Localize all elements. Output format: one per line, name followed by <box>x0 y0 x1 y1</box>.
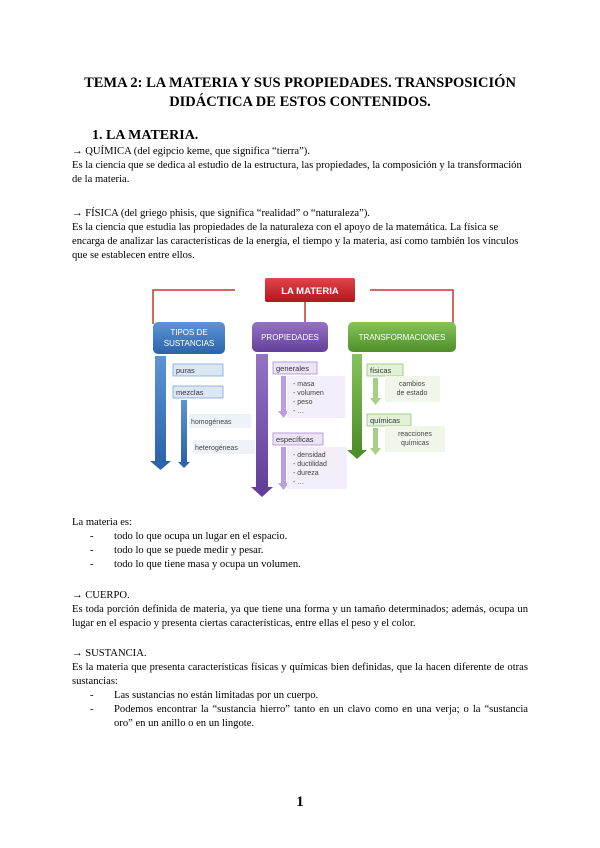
col2-g2-arrow <box>281 447 286 483</box>
page-title <box>60 74 540 112</box>
col1-title-line1: TIPOS DE <box>170 328 208 337</box>
cuerpo-paragraph <box>72 589 528 631</box>
col1-sub-homogeneas: homogéneas <box>191 419 232 426</box>
col2-g1-item-1: - masa <box>293 381 315 388</box>
col3-t1-bg <box>385 376 440 402</box>
quimica-body: Es la ciencia que se dedica al estudio de la estructura, las propiedades, la composición y la transformación de la materia. <box>72 160 522 185</box>
col3-t2-arrow <box>373 428 378 448</box>
list-item: - todo lo que tiene masa y ocupa un volumen. <box>90 559 301 570</box>
title-line-2: DIDÁCTICA DE ESTOS CONTENIDOS. <box>169 94 431 110</box>
col2-arrow-head <box>251 487 273 497</box>
col3-t2-arrow-head <box>370 448 381 455</box>
page-number: 1 <box>296 794 304 810</box>
col2-g2-item-2: - ductilidad <box>293 461 327 468</box>
col1-sub-heterogeneas: heterogéneas <box>195 445 238 452</box>
sustancia-body: Es la materia que presenta características físicas y químicas bien definidas, que la hacen diferente de otras sustancias: <box>72 662 528 687</box>
col2-g1-item-4: - … <box>293 408 305 415</box>
col2-g1-item-2: - volumen <box>293 390 324 397</box>
col2-title: PROPIEDADES <box>261 333 319 342</box>
col3-t2-label: químicas <box>370 416 401 425</box>
cuerpo-heading: → CUERPO. <box>72 590 130 601</box>
list-item: - Podemos encontrar la “sustancia hierro” tanto en un clavo como en una verja; o la “sustancia oro” en un anillo o en un lingote. <box>90 704 528 729</box>
col2-arrow-shaft <box>256 354 268 487</box>
title-line-1: TEMA 2: LA MATERIA Y SUS PROPIEDADES. TRANSPOSICIÓN <box>84 75 516 91</box>
col3-arrow-shaft <box>352 354 362 450</box>
col3-t1-arrow-head <box>370 398 381 405</box>
quimica-heading: → QUÍMICA (del egipcio keme, que significa “tierra”). <box>72 146 310 157</box>
root-label: LA MATERIA <box>281 286 339 297</box>
col3-t1-label: físicas <box>370 366 392 375</box>
col1-header <box>153 322 225 354</box>
fisica-heading: → FÍSICA (del griego phisis, que significa “realidad” o “naturaleza”). <box>72 208 370 219</box>
list-item: - todo lo que se puede medir y pesar. <box>90 545 264 556</box>
col1-title-line2: SUSTANCIAS <box>163 339 215 348</box>
col1-arrow-head <box>150 461 171 470</box>
col1-sub-arrow-shaft <box>181 400 187 462</box>
list-item: - todo lo que ocupa un lugar en el espacio. <box>90 531 288 542</box>
fisica-paragraph <box>72 207 528 263</box>
col2-g1-arrow <box>281 376 286 411</box>
col3-arrow-head <box>347 450 367 459</box>
col1-item-puras: puras <box>176 366 195 375</box>
col1-item-mezclas: mezclas <box>176 388 204 397</box>
materia-intro: La materia es: <box>72 517 132 528</box>
section-heading-materia: 1. LA MATERIA. <box>92 128 199 143</box>
col2-g1-label: generales <box>276 364 309 373</box>
col3-t1-line1: cambios <box>398 381 426 388</box>
sustancia-heading: → SUSTANCIA. <box>72 648 147 659</box>
col2-g1-item-3: - peso <box>293 399 313 406</box>
list-item: - Las sustancias no están limitadas por un cuerpo. <box>90 690 319 701</box>
col3-title: TRANSFORMACIONES <box>358 333 446 342</box>
col2-g2-item-1: - densidad <box>293 452 326 459</box>
col3-t1-line2: de estado <box>396 390 428 397</box>
materia-definition <box>72 516 528 572</box>
col3-t2-line2: químicas <box>400 440 430 447</box>
fisica-body: Es la ciencia que estudia las propiedades de la naturaleza con el apoyo de la matemática. La física se encarga de analizar las características de la energía, el tiempo y la materia, así como también los vínculos que se establecen entre ellos. <box>72 222 519 261</box>
col2-g2-label: específicas <box>276 435 314 444</box>
col2-g2-item-3: - dureza <box>293 470 319 477</box>
quimica-paragraph <box>72 145 528 187</box>
col3-t2-line1: reacciones <box>398 431 432 438</box>
col2-g2-item-4: - … <box>293 479 305 486</box>
col3-t1-arrow <box>373 378 378 398</box>
cuerpo-body: Es toda porción definida de materia, ya que tiene una forma y un tamaño determinados; además, ocupa un lugar en el espacio y presenta ciertas características, entre ellas el peso y el color. <box>72 604 528 629</box>
materia-concept-diagram <box>145 276 460 501</box>
col3-t2-bg <box>385 426 445 452</box>
sustancia-paragraph <box>72 647 528 731</box>
col1-arrow-shaft <box>155 356 166 461</box>
col1-sub-arrow-head <box>178 462 190 468</box>
